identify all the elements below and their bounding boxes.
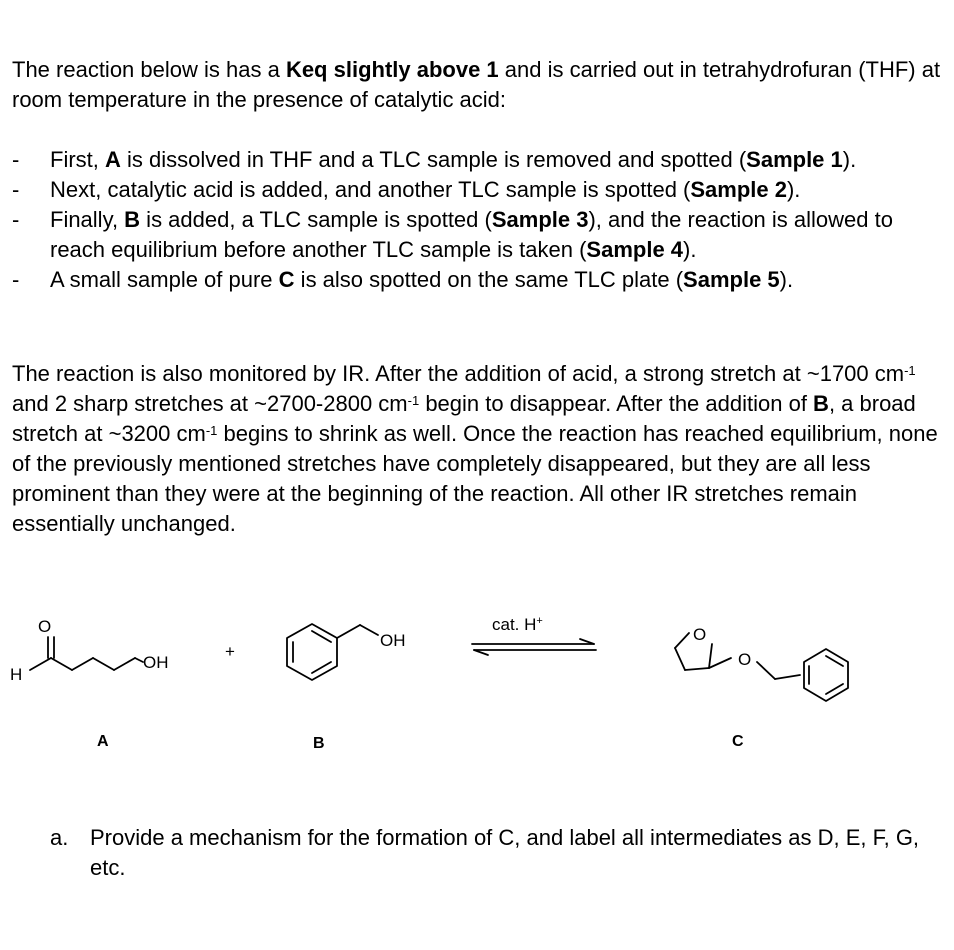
step-bold: B [124, 207, 141, 232]
intro-paragraph [12, 55, 942, 115]
step-text: ). [779, 267, 794, 292]
reaction-scheme [0, 600, 954, 770]
step-bold: Sample 5 [683, 267, 780, 292]
ir-superscript: -1 [904, 363, 916, 378]
question-label: a. [50, 825, 69, 850]
label-a: A [97, 733, 109, 750]
step-text: is added, a TLC sample is spotted ( [140, 207, 492, 232]
ir-text: and 2 sharp stretches at ~2700-2800 cm [12, 391, 408, 416]
catalyst-text: cat. H [492, 615, 537, 634]
catalyst-label [492, 615, 543, 634]
step-bold: C [278, 267, 295, 292]
step-text: First, [50, 147, 105, 172]
question-a [50, 823, 930, 883]
step-text: ). [842, 147, 857, 172]
atom-oh-a: OH [143, 653, 169, 672]
bullet-dash: - [12, 147, 20, 172]
plus-sign: + [225, 642, 235, 661]
ir-bold: B [813, 391, 829, 416]
step-bold: Sample 4 [586, 237, 684, 262]
step-text: ). [683, 237, 697, 262]
molecule-b-structure [287, 624, 378, 680]
procedure-step [12, 265, 947, 295]
step-text: Next, catalytic acid is added, and another TLC sample is spotted ( [50, 177, 691, 202]
step-bold: Sample 3 [491, 207, 589, 232]
step-text: Finally, [50, 207, 125, 232]
intro-text-2: and is carried out in tetrahydrofuran (THF) at room temperature in the presence of catalytic acid: [12, 57, 941, 112]
ir-text: begin to disappear. After the addition of [419, 391, 814, 416]
procedure-step [12, 145, 947, 175]
procedure-step [12, 175, 947, 205]
atom-o-ring: O [693, 625, 707, 644]
step-bold: Sample 1 [746, 147, 843, 172]
atom-h: H [10, 665, 23, 684]
step-text: is dissolved in THF and a TLC sample is removed and spotted ( [120, 147, 747, 172]
step-bold: A [105, 147, 121, 172]
label-b: B [313, 735, 325, 752]
bullet-dash: - [12, 207, 20, 232]
step-text: ). [786, 177, 801, 202]
procedure-step [12, 205, 947, 265]
intro-text: The reaction below is has a [12, 57, 286, 82]
step-text: ), and the reaction is allowed to reach equilibrium before another TLC sample is taken ( [50, 207, 893, 262]
catalyst-superscript: + [536, 615, 543, 627]
ir-superscript: -1 [407, 393, 420, 408]
ir-text: , a broad stretch at ~3200 cm [12, 391, 916, 446]
ir-superscript: -1 [205, 423, 218, 438]
ir-text: The reaction is also monitored by IR. After the addition of acid, a strong stretch at ~1700 cm [12, 361, 905, 386]
equilibrium-arrow [472, 639, 596, 655]
question-text: Provide a mechanism for the formation of C, and label all intermediates as D, E, F, G, etc. [90, 825, 920, 880]
step-bold: Sample 2 [690, 177, 787, 202]
procedure-list [12, 145, 947, 295]
atom-oh-b: OH [380, 631, 406, 650]
keq-bold: Keq slightly above 1 [285, 57, 499, 82]
ir-text: begins to shrink as well. Once the reaction has reached equilibrium, none of the previously mentioned stretches have completely disappeared, but they are all less prominent than they were at the beginning of the reaction. All other IR stretches remain essentially unchanged. [12, 421, 938, 536]
atom-o-ether: O [738, 650, 752, 669]
bullet-dash: - [12, 177, 20, 202]
molecule-a-structure [30, 637, 143, 670]
ir-paragraph [12, 359, 947, 539]
step-text: is also spotted on the same TLC plate ( [294, 267, 684, 292]
bullet-dash: - [12, 267, 20, 292]
step-text: A small sample of pure [50, 267, 279, 292]
atom-o-carbonyl: O [38, 617, 52, 636]
label-c: C [732, 733, 744, 750]
